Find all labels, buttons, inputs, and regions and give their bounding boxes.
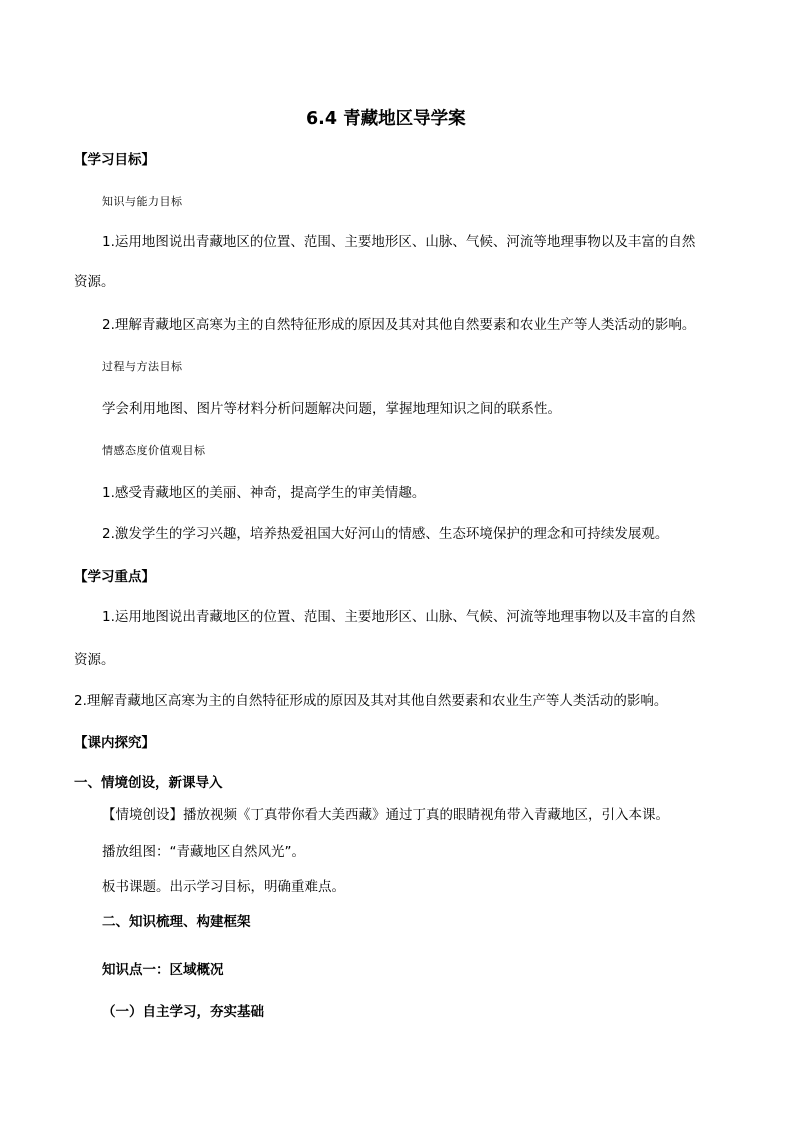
self-study-heading: （一）自主学习，夯实基础	[102, 1004, 264, 1020]
part-1-heading: 一、情境创设，新课导入	[74, 775, 223, 791]
goal-1-line-b: 资源。	[74, 274, 115, 290]
section-heading-goals: 【学习目标】	[74, 152, 155, 168]
subheading-knowledge: 知识与能力目标	[102, 195, 183, 208]
part-2-heading: 二、知识梳理、构建框架	[102, 914, 251, 930]
section-heading-explore: 【课内探究】	[74, 735, 155, 751]
key-1-line-b: 资源。	[74, 652, 115, 668]
goal-2: 2.理解青藏地区高寒为主的自然特征形成的原因及其对其他自然要素和农业生产等人类活动的影响。	[102, 317, 696, 333]
page-title: 6.4 青藏地区导学案	[306, 109, 466, 129]
subheading-process: 过程与方法目标	[102, 360, 183, 373]
emotion-goal-2: 2.激发学生的学习兴趣，培养热爱祖国大好河山的情感、生态环境保护的理念和可持续发展观。	[102, 526, 669, 542]
photos-line: 播放组图：“青藏地区自然风光”。	[102, 844, 305, 860]
subheading-emotion: 情感态度价值观目标	[102, 444, 206, 457]
section-heading-key: 【学习重点】	[74, 569, 155, 585]
goal-1-line-a: 1.运用地图说出青藏地区的位置、范围、主要地形区、山脉、气候、河流等地理事物以及丰富的自然	[102, 234, 696, 250]
board-line: 板书课题。出示学习目标，明确重难点。	[102, 879, 345, 895]
process-goal: 学会利用地图、图片等材料分析问题解决问题，掌握地理知识之间的联系性。	[102, 401, 561, 417]
key-1-line-a: 1.运用地图说出青藏地区的位置、范围、主要地形区、山脉、气候、河流等地理事物以及丰富的自然	[102, 609, 696, 625]
key-2: 2.理解青藏地区高寒为主的自然特征形成的原因及其对其他自然要素和农业生产等人类活动的影响。	[74, 693, 668, 709]
scene-line: 【情境创设】播放视频《丁真带你看大美西藏》通过丁真的眼睛视角带入青藏地区，引入本课。	[102, 807, 669, 823]
knowledge-point-1-heading: 知识点一：区域概况	[102, 962, 224, 978]
emotion-goal-1: 1.感受青藏地区的美丽、神奇，提高学生的审美情趣。	[102, 485, 426, 501]
